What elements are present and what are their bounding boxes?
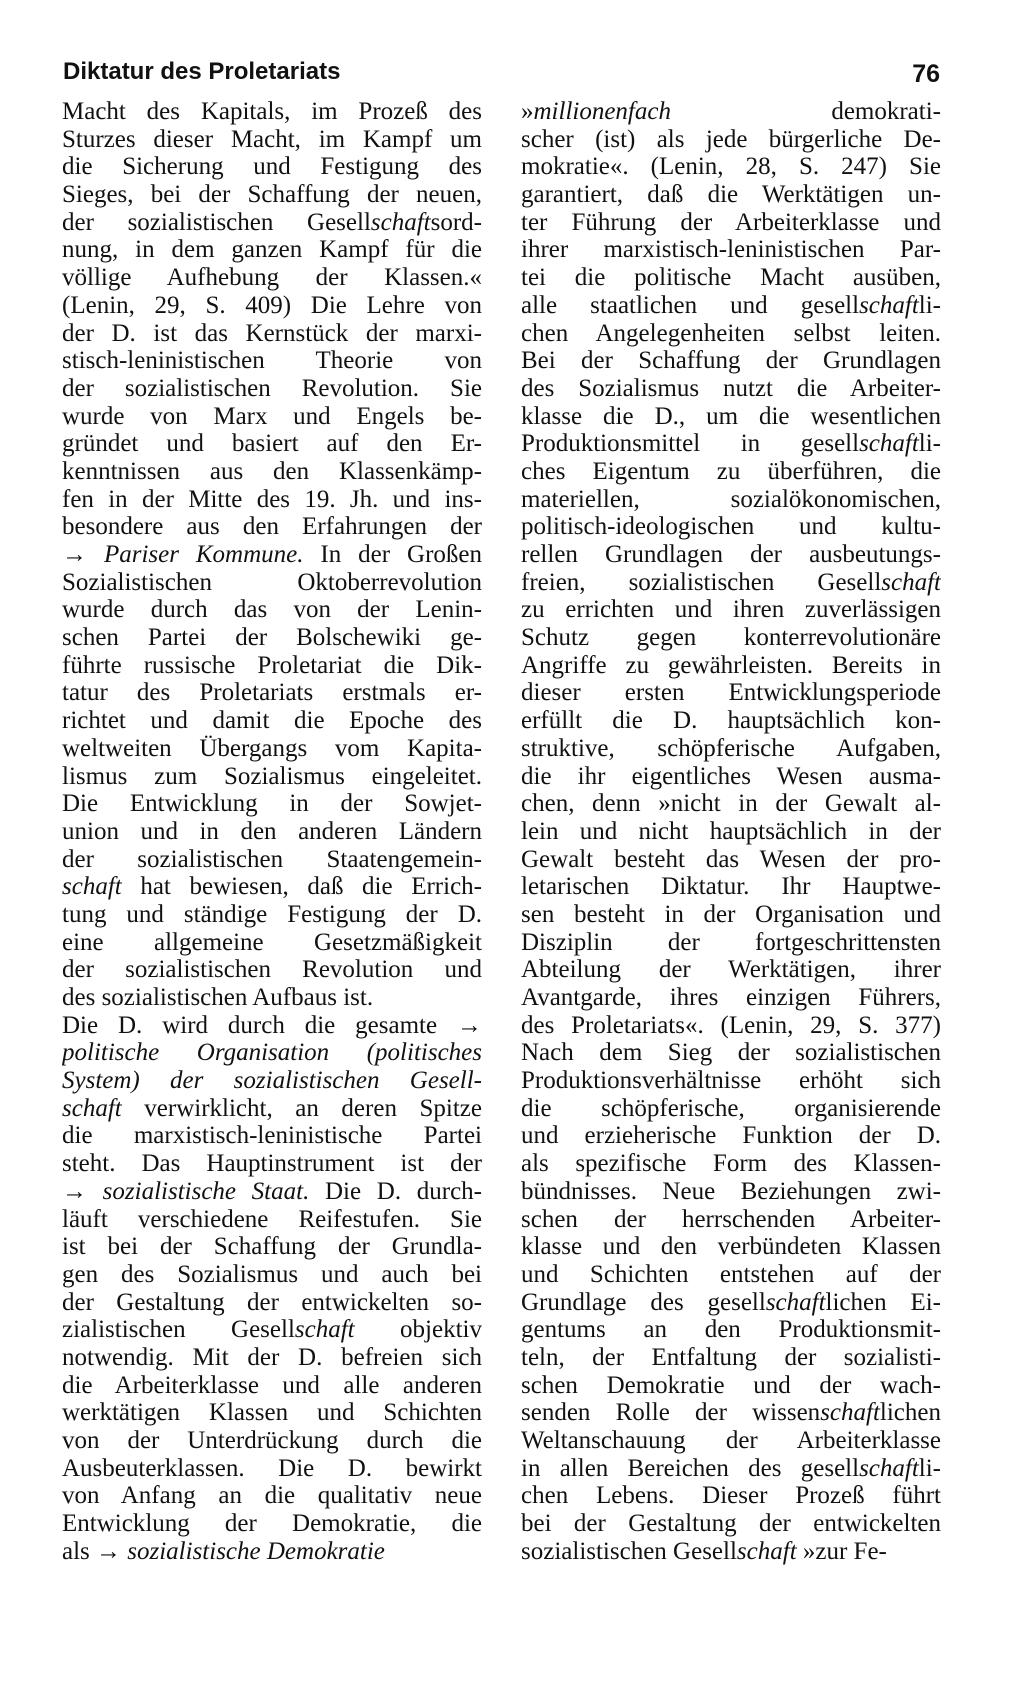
text-line: schen Partei der Bolschewiki ge- [62, 624, 482, 652]
text-line: lein und nicht hauptsächlich in der [521, 817, 941, 845]
text-line: gründet und basiert auf den Er- [62, 430, 482, 458]
text-line: die ihr eigentliches Wesen ausma- [521, 762, 941, 790]
text-line: freien, sozialistischen Gesellschaft [521, 568, 941, 596]
text-line: in allen Bereichen des gesellschaftli- [521, 1454, 941, 1482]
text-line: Sozialistischen Oktoberrevolution [62, 568, 482, 596]
running-header-title: Diktatur des Proletariats [63, 58, 341, 85]
text-line: und Schichten entstehen auf der [521, 1260, 941, 1288]
text-line: Angriffe zu gewährleisten. Bereits in [521, 651, 941, 679]
text-line: der Gestaltung der entwickelten so- [62, 1288, 482, 1316]
text-line: union und in den anderen Ländern [62, 817, 482, 845]
text-line: zialistischen Gesellschaft objektiv [62, 1316, 482, 1344]
text-line: bündnisses. Neue Beziehungen zwi- [521, 1177, 941, 1205]
text-line: Macht des Kapitals, im Prozeß des [62, 98, 482, 125]
text-line: letarischen Diktatur. Ihr Hauptwe- [521, 873, 941, 901]
text-line: rellen Grundlagen der ausbeutungs- [521, 541, 941, 568]
text-line: wurde von Marx und Engels be- [62, 402, 482, 430]
text-line: führte russische Proletariat die Dik- [62, 651, 482, 679]
text-line: Produktionsmittel in gesellschaftli- [521, 430, 941, 458]
text-line: Nach dem Sieg der sozialistischen [521, 1039, 941, 1067]
text-line: steht. Das Hauptinstrument ist der [62, 1150, 482, 1178]
text-line: wurde durch das von der Lenin- [62, 596, 482, 624]
text-line: Die D. wird durch die gesamte → [62, 1011, 482, 1039]
text-line: Avantgarde, ihres einzigen Führers, [521, 984, 941, 1011]
text-line: schen der herrschenden Arbeiter- [521, 1205, 941, 1233]
text-line: schen Demokratie und der wach- [521, 1371, 941, 1399]
text-line: chen, denn »nicht in der Gewalt al- [521, 790, 941, 818]
text-line: dieser ersten Entwicklungsperiode [521, 679, 941, 707]
text-line: alle staatlichen und gesellschaftli- [521, 291, 941, 319]
text-line: tatur des Proletariats erstmals er- [62, 679, 482, 707]
text-line: sozialistischen Gesellschaft »zur Fe- [521, 1537, 887, 1565]
text-line: Die Entwicklung in der Sowjet- [62, 790, 482, 818]
text-line: werktätigen Klassen und Schichten [62, 1399, 482, 1427]
text-line: richtet und damit die Epoche des [62, 707, 482, 735]
text-line: garantiert, daß die Werktätigen un- [521, 181, 941, 209]
text-line: politisch-ideologischen und kultu- [521, 513, 941, 541]
text-line: ihrer marxistisch-leninistischen Par- [521, 236, 941, 264]
text-line: politische Organisation (politisches [62, 1039, 482, 1067]
text-line: materiellen, sozialökonomischen, [521, 485, 941, 513]
text-line: klasse die D., um die wesentlichen [521, 402, 941, 430]
page-number: 76 [912, 60, 940, 88]
text-line: und erzieherische Funktion der D. [521, 1122, 941, 1150]
text-line: Entwicklung der Demokratie, die [62, 1510, 482, 1538]
text-line: »millionenfach demokrati- [521, 98, 941, 125]
text-line: Grundlage des gesellschaftlichen Ei- [521, 1288, 941, 1316]
text-line: weltweiten Übergangs vom Kapita- [62, 734, 482, 762]
text-line: schaft verwirklicht, an deren Spitze [62, 1094, 482, 1122]
text-line: der D. ist das Kernstück der marxi- [62, 319, 482, 347]
text-line: ist bei der Schaffung der Grundla- [62, 1233, 482, 1261]
text-line: System) der sozialistischen Gesell- [62, 1067, 482, 1095]
text-column-right [521, 98, 941, 1565]
text-line: des Proletariats«. (Lenin, 29, S. 377) [521, 1011, 941, 1039]
text-column-left [62, 98, 482, 1565]
text-line: nung, in dem ganzen Kampf für die [62, 236, 482, 264]
text-line: → sozialistische Staat. Die D. durch- [62, 1177, 482, 1205]
text-line: fen in der Mitte des 19. Jh. und ins- [62, 485, 482, 513]
text-line: der sozialistischen Gesellschaftsord- [62, 208, 482, 236]
text-line: tung und ständige Festigung der D. [62, 900, 482, 928]
text-line: lismus zum Sozialismus eingeleitet. [62, 762, 482, 790]
text-line: der sozialistischen Revolution und [62, 956, 482, 984]
text-line: die schöpferische, organisierende [521, 1094, 941, 1122]
text-line: erfüllt die D. hauptsächlich kon- [521, 707, 941, 735]
text-line: Schutz gegen konterrevolutionäre [521, 624, 941, 652]
text-line: Ausbeuterklassen. Die D. bewirkt [62, 1454, 482, 1482]
text-line: ter Führung der Arbeiterklasse und [521, 208, 941, 236]
text-line: Gewalt besteht das Wesen der pro- [521, 845, 941, 873]
text-line: der sozialistischen Revolution. Sie [62, 374, 482, 402]
text-line: bei der Gestaltung der entwickelten [521, 1510, 941, 1538]
text-line: struktive, schöpferische Aufgaben, [521, 734, 941, 762]
text-line: gentums an den Produktionsmit- [521, 1316, 941, 1344]
text-line: läuft verschiedene Reifestufen. Sie [62, 1205, 482, 1233]
text-line: von der Unterdrückung durch die [62, 1427, 482, 1454]
text-line: scher (ist) als jede bürgerliche De- [521, 125, 941, 153]
text-line: eine allgemeine Gesetzmäßigkeit [62, 928, 482, 956]
text-line: (Lenin, 29, S. 409) Die Lehre von [62, 291, 482, 319]
text-line: von Anfang an die qualitativ neue [62, 1482, 482, 1510]
text-line: des sozialistischen Aufbaus ist. [62, 984, 374, 1011]
text-line: kenntnissen aus den Klassenkämp- [62, 457, 482, 485]
text-line: chen Angelegenheiten selbst leiten. [521, 319, 941, 347]
text-line: die Sicherung und Festigung des [62, 153, 482, 181]
text-line: der sozialistischen Staatengemein- [62, 845, 482, 873]
text-line: die marxistisch-leninistische Partei [62, 1122, 482, 1150]
text-line: gen des Sozialismus und auch bei [62, 1260, 482, 1288]
text-line: teln, der Entfaltung der sozialisti- [521, 1343, 941, 1371]
text-line: notwendig. Mit der D. befreien sich [62, 1343, 482, 1371]
text-line: schaft hat bewiesen, daß die Errich- [62, 873, 482, 901]
text-line: als → sozialistische Demokratie [62, 1537, 385, 1565]
text-line: zu errichten und ihren zuverlässigen [521, 596, 941, 624]
text-line: Produktionsverhältnisse erhöht sich [521, 1067, 941, 1095]
text-line: als spezifische Form des Klassen- [521, 1150, 941, 1178]
text-line: Bei der Schaffung der Grundlagen [521, 347, 941, 375]
text-line: Abteilung der Werktätigen, ihrer [521, 956, 941, 984]
text-line: die Arbeiterklasse und alle anderen [62, 1371, 482, 1399]
text-line: sen besteht in der Organisation und [521, 900, 941, 928]
text-line: des Sozialismus nutzt die Arbeiter- [521, 374, 941, 402]
text-line: Sieges, bei der Schaffung der neuen, [62, 181, 482, 209]
text-line: senden Rolle der wissenschaftlichen [521, 1399, 941, 1427]
text-line: ches Eigentum zu überführen, die [521, 457, 941, 485]
text-line: → Pariser Kommune. In der Großen [62, 541, 482, 568]
text-line: tei die politische Macht ausüben, [521, 264, 941, 292]
text-line: Disziplin der fortgeschrittensten [521, 928, 941, 956]
text-line: Weltanschauung der Arbeiterklasse [521, 1427, 941, 1454]
text-line: besondere aus den Erfahrungen der [62, 513, 482, 541]
text-line: völlige Aufhebung der Klassen.« [62, 264, 482, 292]
text-line: mokratie«. (Lenin, 28, S. 247) Sie [521, 153, 941, 181]
text-line: klasse und den verbündeten Klassen [521, 1233, 941, 1261]
text-line: Sturzes dieser Macht, im Kampf um [62, 125, 482, 153]
text-line: chen Lebens. Dieser Prozeß führt [521, 1482, 941, 1510]
text-line: stisch-leninistischen Theorie von [62, 347, 482, 375]
